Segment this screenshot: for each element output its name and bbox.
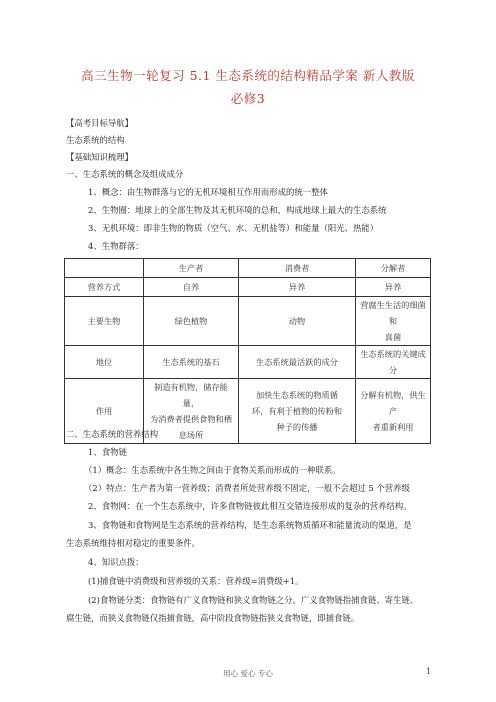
section-1-item-2: 2、生物圈：地球上的全部生物及其无机环境的总和，构成地球上最大的生态系统 xyxy=(88,205,387,215)
table-cell: 异养 xyxy=(356,278,431,297)
document-title-line-1: 高三生物一轮复习 5.1 生态系统的结构精品学案 新人教版 xyxy=(81,68,415,83)
table-row-label: 作用 xyxy=(65,379,144,444)
table-cell-line: 营腐生生活的细菌和 xyxy=(360,300,426,326)
section-1-item-4: 4、生物群落： xyxy=(88,241,144,251)
table-cell: 绿色植物 xyxy=(144,297,239,346)
table-cell xyxy=(356,379,431,444)
table-cell: 自养 xyxy=(144,278,239,297)
table-cell: 异养 xyxy=(239,278,356,297)
table-cell-line: 息场所 xyxy=(178,430,204,440)
section-1-title: 一、生态系统的概念及组成成分 xyxy=(66,169,184,179)
table-cell xyxy=(356,297,431,346)
table-cell-line: 制造有机物，储存能量， xyxy=(154,382,228,408)
section-2-tip-2-line-2: 腐生链，而狭义食物链仅指捕食链，高中阶段食物链指狭义食物链，即捕食链。 xyxy=(66,613,360,623)
table-cell-line: 环，有利于植物的传粉和 xyxy=(251,406,343,416)
table-cell xyxy=(239,379,356,444)
section-2-item-4: 4、知识点拨： xyxy=(88,557,144,567)
table-header-row xyxy=(65,259,431,278)
table-row xyxy=(65,297,431,346)
section-2-item-1: 1、食物链 xyxy=(88,447,127,457)
table-header-cell: 消费者 xyxy=(239,259,356,278)
table-row-label: 营养方式 xyxy=(65,278,144,297)
table-cell-line: 者重新利用 xyxy=(372,422,414,432)
table-cell: 生态系统最活跃的成分 xyxy=(239,346,356,379)
goal-header: 【高考目标导航】 xyxy=(66,118,133,128)
basic-header: 【基础知识梳理】 xyxy=(66,152,133,162)
table-cell-line: 加快生态系统的物质循 xyxy=(256,390,338,400)
section-2-tip-1: (1)捕食链中消费级和营养级的关系：营养级=消费级+1。 xyxy=(88,576,304,586)
table-header-cell: 分解者 xyxy=(356,259,431,278)
table-header-cell xyxy=(65,259,144,278)
section-1-item-3: 3、无机环境：即非生物的物质（空气、水、无机盐等）和能量（阳光、热能） xyxy=(88,223,379,233)
table-row xyxy=(65,278,431,297)
section-2-paragraph-1: （1）概念：生态系统中各生物之间由于食物关系而形成的一种联系。 xyxy=(84,465,341,475)
biocommunity-table xyxy=(64,258,431,444)
table-cell-line: 种子的传播 xyxy=(276,422,318,432)
section-1-item-1: 1、概念：由生物群落与它的无机环境相互作用而形成的统一整体 xyxy=(88,187,328,197)
section-2-title: 二、生态系统的营养结构 xyxy=(66,429,159,439)
table-row-label: 主要生物 xyxy=(65,297,144,346)
table-row-label: 地位 xyxy=(65,346,144,379)
table-row xyxy=(65,346,431,379)
table-cell-line: 为消费者提供食物和栖 xyxy=(150,414,232,424)
page-footer: 用心 爱心 专心 xyxy=(223,669,273,678)
table-header-cell: 生产者 xyxy=(144,259,239,278)
page-number: 1 xyxy=(426,667,432,676)
table-cell: 生态系统的基石 xyxy=(144,346,239,379)
section-2-tip-2-line-1: (2)食物链分类：食物链有广义食物链和狭义食物链之分。广义食物链指捕食链、寄生链、 xyxy=(88,595,419,605)
section-2-item-3-line-1: 3、食物链和食物网是生态系统的营养结构，是生态系统物质循环和能量流动的渠道，是 xyxy=(88,520,412,530)
table-cell: 动物 xyxy=(239,297,356,346)
table-cell-line: 真菌 xyxy=(384,332,402,342)
table-cell-line: 分解有机物，供生产 xyxy=(360,390,426,416)
section-2-paragraph-2: （2）特点：生产者为第一营养级；消费者所处营养级不固定，一般不会超过 5 个营养级 xyxy=(84,483,410,493)
goal-text: 生态系统的结构 xyxy=(66,135,125,145)
section-2-item-2: 2、食物网：在一个生态系统中，许多食物链彼此相互交错连接形成的复杂的营养结构。 xyxy=(88,501,412,511)
section-2-item-3-line-2: 生态系统维持相对稳定的重要条件。 xyxy=(66,538,200,548)
table-cell: 生态系统的关键成分 xyxy=(356,346,431,379)
document-title-line-2: 必修3 xyxy=(230,91,266,106)
